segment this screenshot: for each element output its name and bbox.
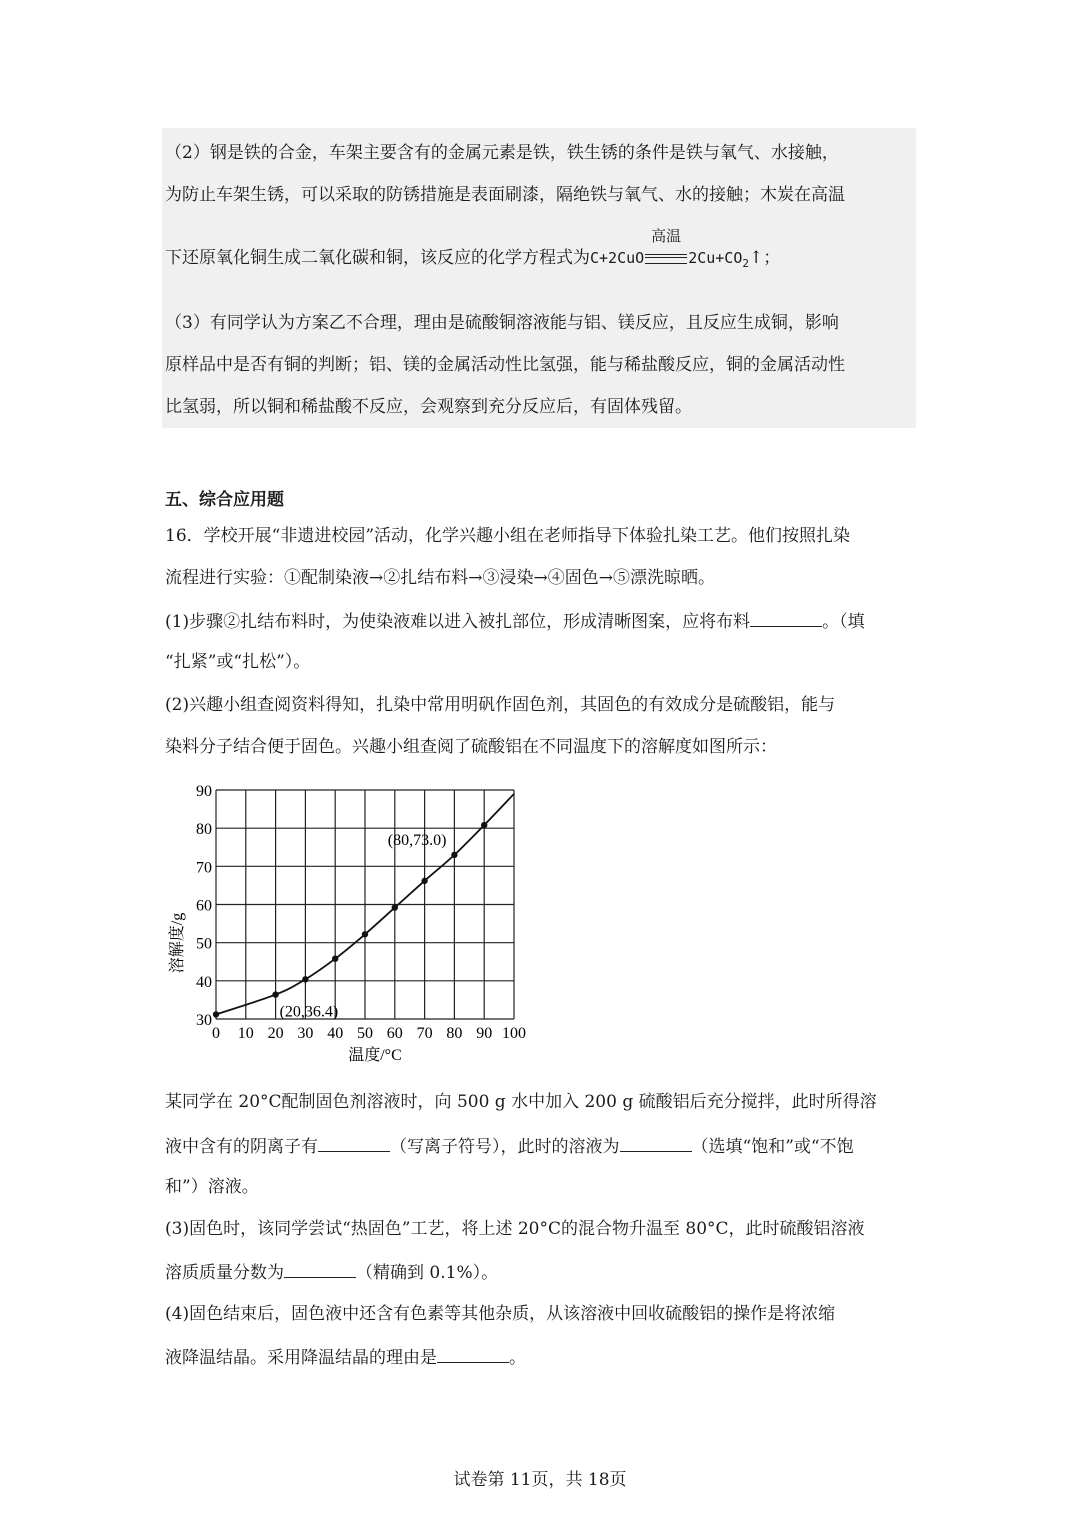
- answer-blank[interactable]: [318, 1133, 390, 1152]
- question-1-text-tail: 。（填: [822, 612, 865, 632]
- equation-products: 2Cu+CO: [688, 249, 743, 267]
- y-tick-label: 60: [196, 897, 212, 915]
- x-tick-label: 10: [237, 1025, 254, 1042]
- data-point: [481, 822, 487, 828]
- answer-p2-line3-text: 下还原氧化铜生成二氧化碳和铜，该反应的化学方程式为: [165, 248, 590, 268]
- x-tick-label: 20: [267, 1025, 284, 1042]
- question-1-text: (1)步骤②扎结布料时，为使染液难以进入被扎部位，形成清晰图案，应将布料: [165, 612, 751, 632]
- y-tick-label: 80: [196, 821, 212, 839]
- section-heading: 五、综合应用题: [165, 490, 284, 510]
- question-2-after-text-b: （写离子符号），此时的溶液为: [390, 1137, 620, 1157]
- question-2-after-line1: 某同学在 20°C配制固色剂溶液时，向 500 g 水中加入 200 g 硫酸铝后充分搅拌，此时所得溶: [165, 1092, 877, 1112]
- answer-blank[interactable]: [437, 1344, 509, 1363]
- answer-blank[interactable]: [284, 1259, 356, 1278]
- equation-subscript: 2: [742, 257, 749, 270]
- question-3-line2: [165, 1259, 498, 1285]
- data-point: [302, 976, 308, 982]
- question-2-after-line2: [165, 1133, 854, 1159]
- question-2-after-text-c: （选填“饱和”或“不饱: [691, 1137, 854, 1157]
- answer-p2-line1: （2）钢是铁的合金，车架主要含有的金属元素是铁，铁生锈的条件是铁与氧气、水接触，: [165, 143, 839, 163]
- question-3-line1: (3)固色时，该同学尝试“热固色”工艺，将上述 20°C的混合物升温至 80°C，此时硫酸铝溶液: [165, 1219, 865, 1239]
- chart-grid: [216, 790, 514, 1019]
- question-2-line2: 染料分子结合便于固色。兴趣小组查阅了硫酸铝在不同温度下的溶解度如图所示：: [165, 737, 777, 757]
- question-2-after-text-a: 液中含有的阴离子有: [165, 1137, 318, 1157]
- x-tick-label: 90: [476, 1025, 493, 1042]
- x-axis-label: 温度/°C: [348, 1047, 402, 1064]
- x-tick-label: 100: [502, 1025, 526, 1042]
- answer-p2-line2: 为防止车架生锈，可以采取的防锈措施是表面刷漆，隔绝铁与氧气、水的接触；木炭在高温: [165, 185, 845, 205]
- answer-p3-line1: （3）有同学认为方案乙不合理，理由是硫酸铜溶液能与铝、镁反应，且反应生成铜，影响: [165, 313, 839, 333]
- annotation-label: (20,36.4): [279, 1003, 339, 1021]
- x-tick-label: 70: [416, 1025, 433, 1042]
- data-point: [332, 955, 338, 961]
- answer-p2-line3: [165, 227, 781, 276]
- data-point: [392, 904, 398, 910]
- y-tick-label: 70: [196, 859, 212, 877]
- equation-sign: [644, 227, 688, 270]
- data-point: [362, 931, 368, 937]
- x-tick-label: 40: [327, 1025, 344, 1042]
- question-3-text-a: 溶质质量分数为: [165, 1263, 284, 1283]
- data-point: [451, 852, 457, 858]
- x-tick-label: 0: [212, 1025, 220, 1042]
- y-axis-label: 溶解度/g: [169, 912, 186, 974]
- question-1-line1: [165, 608, 865, 634]
- answer-explanation-box: [162, 128, 916, 428]
- annotation-label: (80,73.0): [387, 831, 447, 849]
- question-2-after-line3: 和”）溶液。: [165, 1177, 259, 1197]
- y-tick-label: 30: [196, 1012, 212, 1029]
- answer-p3-line2: 原样品中是否有铜的判断；铝、镁的金属活动性比氢强，能与稀盐酸反应，铜的金属活动性: [165, 355, 845, 375]
- data-point: [272, 991, 278, 997]
- y-tick-label: 90: [196, 783, 212, 800]
- y-tick-label: 50: [196, 935, 212, 953]
- question-intro-line1: 16．学校开展“非遗进校园”活动，化学兴趣小组在老师指导下体验扎染工艺。他们按照扎染: [165, 526, 851, 546]
- x-tick-label: 80: [446, 1025, 463, 1042]
- question-intro-line2: 流程进行实验：①配制染液→②扎结布料→③浸染→④固色→⑤漂洗晾晒。: [165, 568, 715, 588]
- x-tick-label: 50: [357, 1025, 373, 1042]
- equation-suffix: ↑；: [749, 248, 781, 268]
- answer-p3-line3: 比氢弱，所以铜和稀盐酸不反应，会观察到充分反应后，有固体残留。: [165, 397, 692, 417]
- chart-annotations: [280, 832, 447, 1021]
- x-tick-label: 30: [297, 1025, 314, 1042]
- equation-reactants: C+2CuO: [590, 249, 645, 267]
- chemical-equation: [590, 227, 749, 276]
- data-point: [213, 1011, 219, 1017]
- answer-blank[interactable]: [620, 1133, 692, 1152]
- equation-condition: 高温: [651, 227, 682, 245]
- question-4-text-b: 。: [509, 1348, 526, 1368]
- question-4-line2: [165, 1344, 526, 1370]
- question-3-text-b: （精确到 0.1%）。: [356, 1263, 499, 1283]
- question-4-text-a: 液降温结晶。采用降温结晶的理由是: [165, 1348, 437, 1368]
- y-tick-label: 40: [196, 973, 212, 991]
- question-2-line1: (2)兴趣小组查阅资料得知，扎染中常用明矾作固色剂，其固色的有效成分是硫酸铝，能与: [165, 695, 836, 715]
- question-4-line1: (4)固色结束后，固色液中还含有色素等其他杂质，从该溶液中回收硫酸铝的操作是将浓缩: [165, 1304, 836, 1324]
- equals-sign-icon: [645, 254, 687, 264]
- page-footer: 试卷第 11页，共 18页: [453, 1470, 627, 1490]
- chart-points: [213, 822, 488, 1018]
- x-tick-label: 60: [386, 1025, 403, 1042]
- solubility-chart: [160, 775, 540, 1075]
- answer-blank[interactable]: [750, 608, 822, 627]
- question-1-line2: “扎紧”或“扎松”）。: [165, 652, 311, 672]
- data-point: [421, 878, 427, 884]
